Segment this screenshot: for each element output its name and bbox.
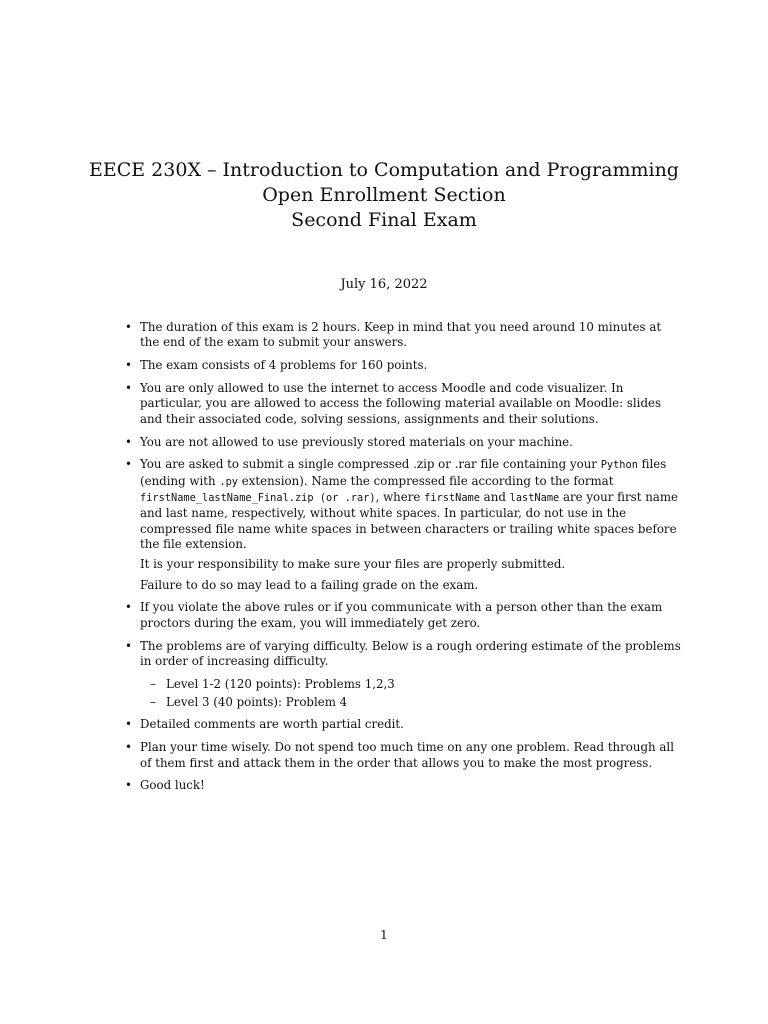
rule-comments: • Detailed comments are worth partial credit. bbox=[122, 717, 682, 732]
rule-submission bbox=[122, 457, 682, 592]
submission-instructions: • You are asked to submit a single compressed .zip or .rar file containing your Python files (ending with .py extension). Name the compressed file according to the format firstName_lastName_Final.zip (or .rar), where firstName and lastName are your first name and last name, respectively, without white spaces. In particular, do not use in the compressed file name white spaces in between characters or trailing white spaces before the file extension. bbox=[140, 457, 678, 551]
course-title: EECE 230X – Introduction to Computation and Programming bbox=[89, 159, 679, 181]
rule-stored-materials: • You are not allowed to use previously stored materials on your machine. bbox=[122, 435, 682, 450]
difficulty-levels bbox=[140, 677, 682, 710]
exam-date: July 16, 2022 bbox=[340, 277, 428, 292]
rule-time: • Plan your time wisely. Do not spend too much time on any one problem. Read through all of them first and attack them in the order that allows you to make the most progress. bbox=[122, 740, 682, 771]
section-title: Open Enrollment Section bbox=[262, 184, 506, 206]
responsibility-note: It is your responsibility to make sure your files are properly submitted. bbox=[140, 557, 566, 572]
python-code: Python bbox=[600, 459, 638, 472]
page-number: 1 bbox=[380, 928, 388, 942]
rule-duration: • The duration of this exam is 2 hours. Keep in mind that you need around 10 minutes at the end of the exam to submit your answers. bbox=[122, 320, 682, 351]
rule-good-luck: • Good luck! bbox=[122, 778, 682, 793]
level-item: – Level 1-2 (120 points): Problems 1,2,3 bbox=[150, 677, 682, 692]
title-block bbox=[0, 158, 768, 233]
rules-list bbox=[122, 320, 682, 801]
exam-title: Second Final Exam bbox=[291, 209, 477, 231]
firstname-code: firstName bbox=[424, 492, 480, 505]
rule-difficulty: • The problems are of varying difficulty. Below is a rough ordering estimate of the problems in order of increasing difficulty. – Level 1-2 (120 points): Problems 1,2,3 – Level 3 (40 points): Problem 4 bbox=[122, 639, 682, 710]
rule-problems: • The exam consists of 4 problems for 160 points. bbox=[122, 358, 682, 373]
py-extension-code: .py bbox=[219, 475, 238, 488]
lastname-code: lastName bbox=[509, 492, 560, 505]
rule-internet: • You are only allowed to use the internet to access Moodle and code visualizer. In particular, you are allowed to access the following material available on Moodle: slides and their associated code, solving sessions, assignments and their solutions. bbox=[122, 381, 682, 427]
level-item: – Level 3 (40 points): Problem 4 bbox=[150, 695, 682, 710]
filename-format-code: firstName_lastName_Final.zip (or .rar) bbox=[140, 492, 376, 505]
failure-note: Failure to do so may lead to a failing grade on the exam. bbox=[140, 577, 479, 592]
rule-violation: • If you violate the above rules or if you communicate with a person other than the exam proctors during the exam, you will immediately get zero. bbox=[122, 600, 682, 631]
